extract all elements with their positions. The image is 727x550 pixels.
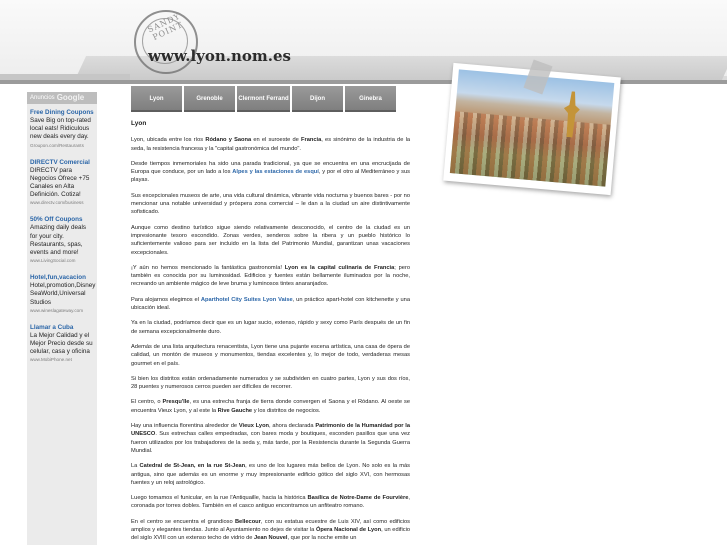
article-paragraph [131,462,410,487]
text-strong: Presqu'île [162,399,190,406]
text: Para alojarnos elegimos el [131,296,201,303]
text: El centro, o [131,399,163,406]
site-url[interactable]: www.lyon.nom.es [148,47,291,65]
article-paragraph [131,136,410,153]
text: Luego tomamos el funicular, en la rue l'Antiquaille, hacia la histórica [131,495,308,502]
text: y los distritos de negocios. [252,407,321,414]
text-strong: Ópera Nacional de Lyon [316,526,382,533]
ad-body: Amazing daily deals for your city. Restaurants, spas, events and more! [30,224,87,257]
text: En el centro se encuentra el grandioso [131,518,235,525]
text-strong: Ródano y Saona [205,137,252,144]
text-strong: Bellecour [234,518,261,525]
text: . Sus estrechas calles empedradas, con bares moda y boutiques, esconden pasillos que una vez fueron utilizados por los trabajadores de la seda y, más tarde, por la Resistencia durante la Segunda Guerra Mundial. [131,431,410,454]
ad-body: La Mejor Calidad y el Mejor Precio desde su celular, casa y oficina [30,331,93,356]
photo-rooftops [450,111,611,186]
text: en el suroeste de [251,137,302,144]
ad-title[interactable]: Llamar a Cuba [30,323,74,331]
text: ¡Y aún no hemos mencionado la fantástica gastronomía! [131,264,285,271]
text: , y por el otro al Mediterráneo y sus playas. [131,169,410,184]
article-paragraph [131,296,410,313]
tab-grenoble[interactable]: Grenoble [184,86,235,112]
article-paragraph [131,422,410,455]
ad-item[interactable] [27,104,97,154]
tab-dijon[interactable]: Dijon [292,86,343,112]
text: Desde tiempos inmemoriales ha sido una parada tradicional, ya que se encuentra en una encrucijada de Europa que conduce, por un lado a los [131,160,410,176]
article [131,120,410,550]
ad-item[interactable] [27,154,97,212]
text-strong: Basílica de Notre-Dame de Fourvière [307,495,409,502]
ad-body: Hotel,promotion,Disney SeaWorld,Universal Studios [30,282,96,306]
article-paragraph: Si bien los distritos están ordenadamente numerados y se subdividen en cuatro partes, Lyon y sus dos ríos, 28 puentes y numerosos cerros pueden ser difíciles de recorrer. [131,375,410,391]
ads-label: Anuncios [30,95,55,101]
link-aparthotel[interactable]: Aparthotel City Suites Lyon Vaise [200,296,293,303]
ad-title[interactable]: Free Dining Coupons [30,109,94,116]
text: La [131,463,140,470]
text-strong: Francia [301,137,322,144]
article-paragraph: Ya en la ciudad, podríamos decir que es un lugar sucio, extenso, rápido y sexy como París después de un fin de semana excepcionalmente duro. [131,320,410,335]
google-logo-icon: Google [56,93,85,102]
stamp-text: SANDY POINT [146,11,185,43]
ad-item[interactable] [27,319,97,369]
text: , es sinónimo de la industria de la seda, la resistencia francesa y la "capital gastronómica del mundo". [131,137,411,152]
text: ; pero también es conocida por su luminosidad. Edificios y fuentes están bellamente iluminados por la noche, recreando un ambiente mágico de leve bruma y luminosos tintes anaranjados. [131,264,411,288]
text: , es una estrecha franja de tierra donde convergen el Saona y el Ródano. Al oeste se encuentra Vieux Lyon, y al este la [131,399,410,414]
text-strong: Jean Nouvel [254,535,288,542]
tab-ginebra[interactable]: Ginebra [345,86,396,112]
ads-header[interactable] [27,92,97,104]
ad-url[interactable]: Groupon.com/Restaurants [30,142,84,148]
text: , ahora declarada [269,423,316,430]
ad-item[interactable] [27,211,97,269]
text: Hay una influencia florentina alrededor de [131,423,239,430]
text: , con su estatua ecuestre de Luis XIV, así como edificios amplios y elegantes tiendas. Junto al Ayuntamiento no dejes de visitar la [131,518,411,533]
text: Lyon, ubicada entre los ríos [131,137,206,144]
article-paragraph [131,264,410,289]
ads-sidebar [27,92,97,545]
text-strong: Patrimonio de la Humanidad por la UNESCO [131,423,410,438]
ad-title[interactable]: Hotel,fun,vacacion [30,274,86,282]
ad-body: Save Big on top-rated local eats! Ridiculous new deals every day. [30,117,91,141]
ad-url[interactable]: www.directv.com/business [30,200,84,206]
ad-item[interactable] [27,269,97,319]
ad-body: DIRECTV para Negocios Ofrece +75 Canales en Alta Definición. Cotiza! [30,166,90,199]
article-paragraph [131,398,410,415]
ad-title[interactable]: DIRECTV Comercial [30,158,90,166]
header [0,0,727,84]
main-nav [131,86,396,112]
text: , que por la noche emite un [287,535,357,542]
text-strong: Rive Gauche [217,407,253,414]
article-paragraph: Aunque como destino turístico sigue siendo relativamente desconocido, el centro de la ciudad es un impresionante tesoro escondido. Zonas verdes, senderos sobre la ribera y un pueblo histórico lo suficientemente valioso para ser incluido en la lista del Patrimonio Mundial, garantizan unas vacaciones excepcionales. [131,224,410,256]
article-paragraph: Sus excepcionales museos de arte, una vida cultural dinámica, vibrante vida nocturna y buenos bares - por no mencionar una notable universidad y próspera zona comercial – le dan a la ciudad un aire distintivamente sofisticado. [131,192,410,216]
link-alpes[interactable]: Alpes y las estaciones de esquí [232,169,319,176]
text-strong: Lyon es la capital culinaria de Francia [284,264,395,271]
tab-lyon[interactable]: Lyon [131,86,182,112]
article-title: Lyon [131,120,147,127]
text: , es uno de los lugares más bellos de Lyon. No solo es la más antigua, sino que además es un enorme y muy impresionante edificio gótico del siglo XVI, con hermosas fuentes y un reloj astrológico. [131,463,410,486]
ad-url[interactable]: www.MobiPhone.net [30,357,72,363]
article-paragraph [131,160,410,185]
article-paragraph: Además de una lista arquitectura renacentista, Lyon tiene una pujante escena artística, una casa de ópera de calidad, un montón de museos y monumentos, tiendas excelentes y, lo mejor de todo, verdaderas mesas gourmet en el país. [131,343,410,367]
text-strong: Vieux Lyon [238,423,270,430]
ad-url[interactable]: www.LivingSocial.com [30,258,76,264]
article-paragraph [131,494,410,511]
ad-url[interactable]: www.wineslagateway.com [30,307,84,313]
ad-title[interactable]: 50% Off Coupons [30,216,83,224]
article-paragraph [131,518,410,543]
text: , un edificio del siglo XVIII con un extenso techo de vidrio de [131,526,410,542]
text: , un práctico apart-hotel con kitchenette y una ubicación ideal. [131,296,410,312]
tab-clermont-ferrand[interactable]: Clermont Ferrand [237,86,290,112]
text: , coronada por torres dobles. También en el casco antiguo encontramos un anfiteatro romano. [131,495,410,510]
text-strong: Catedral de St-Jean, en la rue St-Jean [139,463,246,470]
